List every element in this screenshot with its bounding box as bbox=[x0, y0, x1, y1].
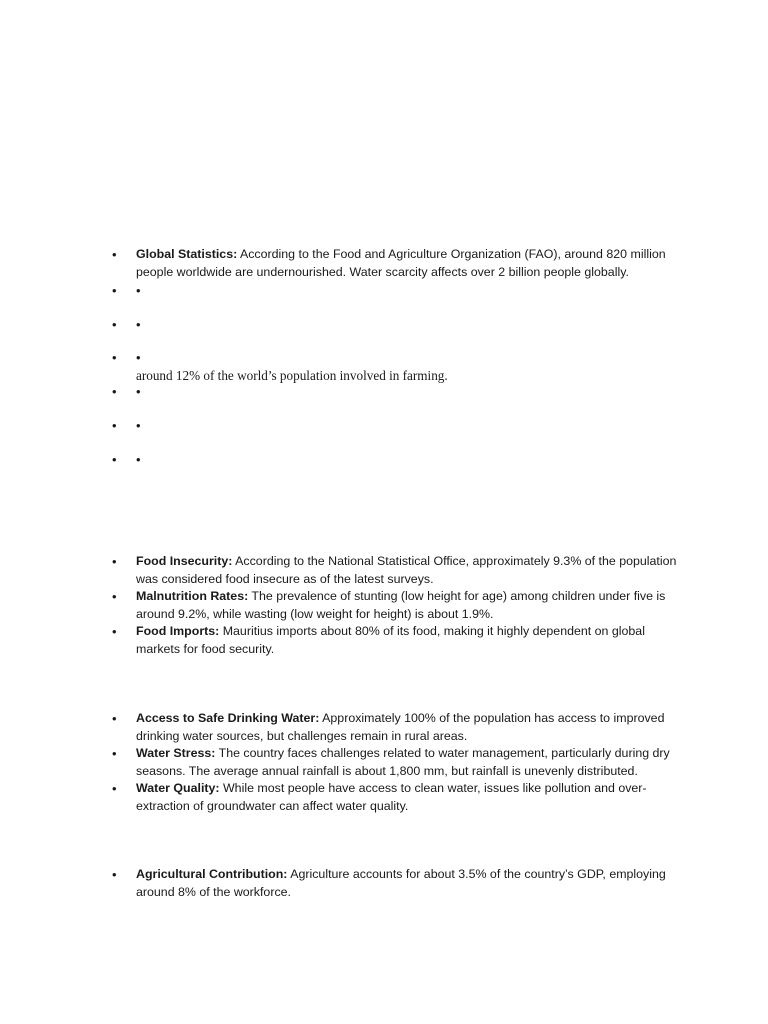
inner-bullet-marker: • bbox=[136, 384, 141, 399]
bullet-marker: • bbox=[112, 711, 117, 726]
list-item-text bbox=[136, 745, 692, 780]
bullet-marker: • bbox=[112, 781, 117, 796]
list-item-text bbox=[136, 780, 692, 815]
inner-bullet-marker: • bbox=[136, 317, 141, 332]
list-item-text bbox=[136, 588, 692, 623]
inner-bullet-marker: • bbox=[136, 418, 141, 433]
bullet-marker: • bbox=[112, 867, 117, 882]
item-body: The country faces challenges related to water management, particularly during dry seasons. The average annual rainfall is about 1,800 mm, but rainfall is unevenly distributed. bbox=[136, 746, 670, 778]
bullet-marker: • bbox=[112, 452, 117, 467]
bullet-marker: • bbox=[112, 418, 117, 433]
item-body: Mauritius imports about 80% of its food, making it highly dependent on global markets for food security. bbox=[136, 624, 645, 656]
item-body: The prevalence of stunting (low height for age) among children under five is around 9.2%, while wasting (low weight for height) is about 1.9%. bbox=[136, 589, 666, 621]
item-label: Global Statistics: bbox=[136, 247, 238, 261]
bullet-marker: • bbox=[112, 317, 117, 332]
farming-population-text: around 12% of the world’s population involved in farming. bbox=[136, 368, 448, 383]
inner-bullet-marker: • bbox=[136, 350, 141, 365]
item-label: Food Imports: bbox=[136, 624, 220, 638]
bullet-marker: • bbox=[112, 384, 117, 399]
bullet-marker: • bbox=[112, 283, 117, 298]
bullet-marker: • bbox=[112, 589, 117, 604]
inner-bullet-marker: • bbox=[136, 283, 141, 298]
bullet-marker: • bbox=[112, 624, 117, 639]
item-body: According to the Food and Agriculture Organization (FAO), around 820 million people worldwide are undernourished. Water scarcity affects over 2 billion people globally. bbox=[136, 247, 666, 279]
bullet-marker: • bbox=[112, 554, 117, 569]
item-label: Water Quality: bbox=[136, 781, 220, 795]
item-label: Food Insecurity: bbox=[136, 554, 233, 568]
item-body: According to the National Statistical Office, approximately 9.3% of the population was considered food insecure as of the latest surveys. bbox=[136, 554, 677, 586]
list-item-text bbox=[136, 553, 692, 588]
bullet-marker: • bbox=[112, 350, 117, 365]
bullet-marker: • bbox=[112, 746, 117, 761]
list-item-text bbox=[136, 623, 692, 658]
bullet-marker: • bbox=[112, 247, 117, 262]
item-label: Water Stress: bbox=[136, 746, 216, 760]
item-body: While most people have access to clean water, issues like pollution and over-extraction of groundwater can affect water quality. bbox=[136, 781, 647, 813]
inner-bullet-marker: • bbox=[136, 452, 141, 467]
item-label: Malnutrition Rates: bbox=[136, 589, 249, 603]
item-label: Access to Safe Drinking Water: bbox=[136, 711, 320, 725]
item-body: Agriculture accounts for about 3.5% of the country’s GDP, employing around 8% of the workforce. bbox=[136, 867, 666, 899]
item-label: Agricultural Contribution: bbox=[136, 867, 288, 881]
list-item-text bbox=[136, 710, 692, 745]
item-body: Approximately 100% of the population has access to improved drinking water sources, but challenges remain in rural areas. bbox=[136, 711, 665, 743]
list-item-text bbox=[136, 246, 692, 281]
list-item-text bbox=[136, 866, 692, 901]
